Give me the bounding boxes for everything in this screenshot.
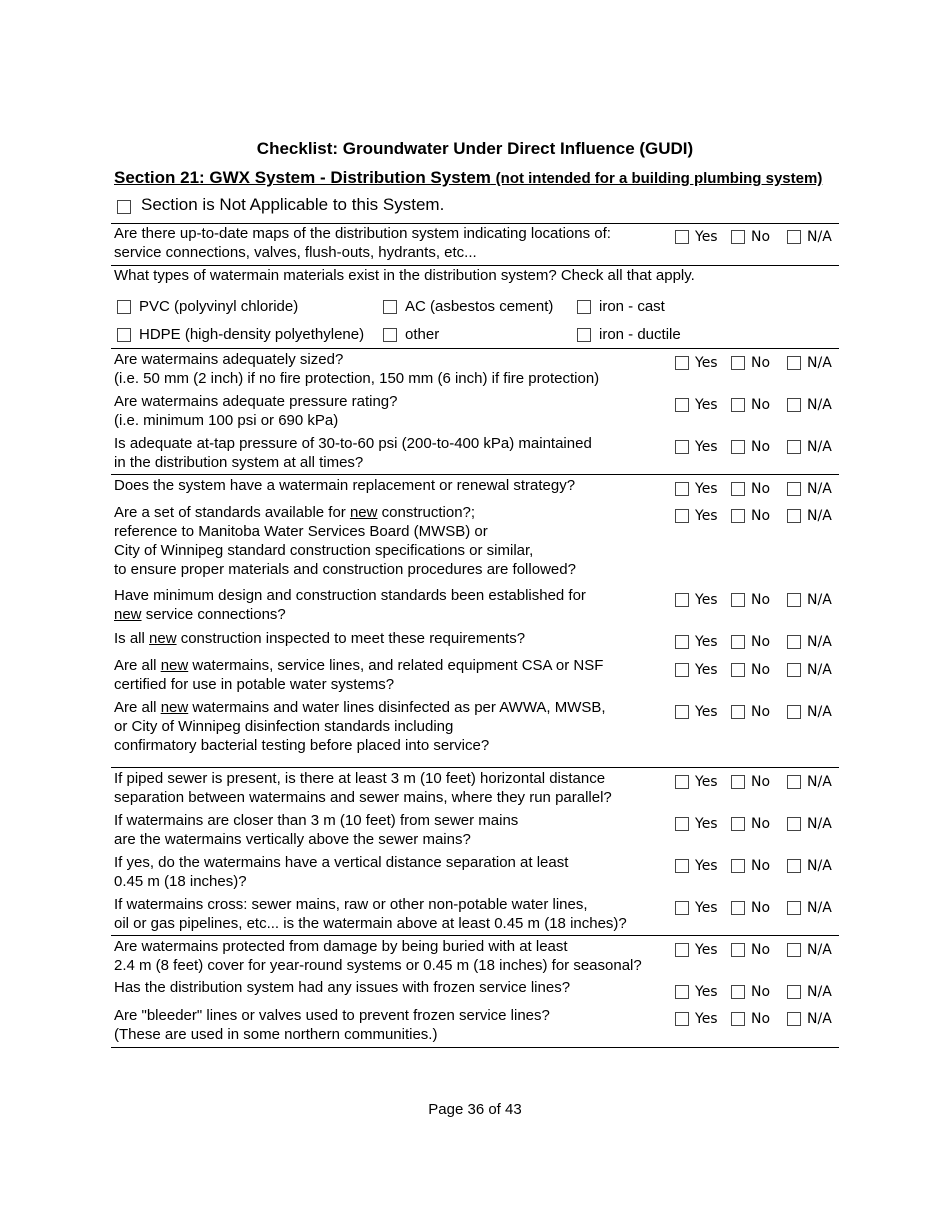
no-checkbox[interactable] bbox=[731, 705, 745, 719]
page-number: Page 36 of 43 bbox=[428, 1101, 522, 1118]
na-option[interactable]: N/A bbox=[787, 984, 832, 1000]
question-item: Are all new watermains, service lines, and related equipment CSA or NSF certified for use in potable water systems? bbox=[114, 657, 604, 693]
na-checkbox[interactable] bbox=[787, 817, 801, 831]
no-checkbox[interactable] bbox=[731, 943, 745, 957]
na-option[interactable]: N/A bbox=[787, 439, 832, 455]
material-option[interactable]: PVC (polyvinyl chloride) bbox=[117, 298, 298, 315]
na-checkbox[interactable] bbox=[787, 985, 801, 999]
yes-option[interactable]: Yes bbox=[675, 984, 718, 1000]
question-item: Is adequate at-tap pressure of 30-to-60 psi (200-to-400 kPa) maintained in the distribution system at all times? bbox=[114, 435, 592, 471]
na-option[interactable]: N/A bbox=[787, 397, 832, 413]
yes-checkbox[interactable] bbox=[675, 440, 689, 454]
yes-checkbox[interactable] bbox=[675, 817, 689, 831]
na-option[interactable]: N/A bbox=[787, 634, 832, 650]
yes-option[interactable]: Yes bbox=[675, 634, 718, 650]
no-option[interactable]: No bbox=[731, 900, 770, 916]
na-checkbox[interactable] bbox=[787, 635, 801, 649]
yes-option[interactable]: Yes bbox=[675, 508, 718, 524]
yes-option[interactable]: Yes bbox=[675, 662, 718, 678]
yes-checkbox[interactable] bbox=[675, 593, 689, 607]
no-checkbox[interactable] bbox=[731, 482, 745, 496]
na-checkbox[interactable] bbox=[787, 356, 801, 370]
no-option[interactable]: No bbox=[731, 634, 770, 650]
na-checkbox[interactable] bbox=[787, 509, 801, 523]
na-option[interactable]: N/A bbox=[787, 508, 832, 524]
no-option[interactable]: No bbox=[731, 942, 770, 958]
material-checkbox[interactable] bbox=[577, 300, 591, 314]
question-item: Are all new watermains and water lines disinfected as per AWWA, MWSB, or City of Winnipeg disinfection standards including confirmatory bacterial testing before placed into service? bbox=[114, 699, 606, 754]
na-option[interactable]: N/A bbox=[787, 900, 832, 916]
na-option[interactable]: N/A bbox=[787, 662, 832, 678]
no-checkbox[interactable] bbox=[731, 593, 745, 607]
no-checkbox[interactable] bbox=[731, 985, 745, 999]
yes-option[interactable]: Yes bbox=[675, 816, 718, 832]
no-checkbox[interactable] bbox=[731, 901, 745, 915]
question-item: Are a set of standards available for new construction?; reference to Manitoba Water Services Board (MWSB) or City of Winnipeg standard construction specifications or similar, to ensure proper materials and construction procedures are followed? bbox=[114, 504, 576, 578]
no-option[interactable]: No bbox=[731, 984, 770, 1000]
question-item: Has the distribution system had any issues with frozen service lines? bbox=[114, 979, 571, 996]
no-checkbox[interactable] bbox=[731, 230, 745, 244]
na-checkbox[interactable] bbox=[787, 705, 801, 719]
no-checkbox[interactable] bbox=[731, 398, 745, 412]
yes-option[interactable]: Yes bbox=[675, 900, 718, 916]
no-checkbox[interactable] bbox=[731, 859, 745, 873]
na-option[interactable]: N/A bbox=[787, 592, 832, 608]
na-checkbox[interactable] bbox=[787, 440, 801, 454]
yes-checkbox[interactable] bbox=[675, 705, 689, 719]
question-item: Are watermains adequately sized? (i.e. 50 mm (2 inch) if no fire protection, 150 mm (6 inch) if fire protection) bbox=[114, 351, 600, 387]
na-checkbox[interactable] bbox=[787, 398, 801, 412]
question-item: Are watermains protected from damage by being buried with at least 2.4 m (8 feet) cover for year-round systems or 0.45 m (18 inches) for seasonal? bbox=[114, 938, 642, 974]
material-option[interactable]: other bbox=[383, 326, 439, 343]
no-option[interactable]: No bbox=[731, 858, 770, 874]
yes-option[interactable]: Yes bbox=[675, 1011, 718, 1027]
no-option[interactable]: No bbox=[731, 592, 770, 608]
na-option[interactable]: N/A bbox=[787, 942, 832, 958]
material-option[interactable]: iron - cast bbox=[577, 298, 665, 315]
no-checkbox[interactable] bbox=[731, 635, 745, 649]
yes-checkbox[interactable] bbox=[675, 1012, 689, 1026]
yes-checkbox[interactable] bbox=[675, 985, 689, 999]
yes-checkbox[interactable] bbox=[675, 901, 689, 915]
question-item: Does the system have a watermain replacement or renewal strategy? bbox=[114, 477, 576, 494]
page-title: Checklist: Groundwater Under Direct Influence (GUDI) bbox=[256, 139, 694, 158]
section-heading: Section 21: GWX System - Distribution System (not intended for a building plumbing system) bbox=[114, 168, 823, 187]
material-checkbox[interactable] bbox=[117, 328, 131, 342]
no-option[interactable]: No bbox=[731, 481, 770, 497]
no-option[interactable]: No bbox=[731, 355, 770, 371]
na-checkbox[interactable] bbox=[787, 593, 801, 607]
no-checkbox[interactable] bbox=[731, 356, 745, 370]
no-checkbox[interactable] bbox=[731, 775, 745, 789]
na-option[interactable]: N/A bbox=[787, 1011, 832, 1027]
question-item: If watermains cross: sewer mains, raw or other non-potable water lines, oil or gas pipelines, etc... is the watermain above at least 0.45 m (18 inches)? bbox=[114, 896, 627, 932]
yes-checkbox[interactable] bbox=[675, 356, 689, 370]
yes-checkbox[interactable] bbox=[675, 482, 689, 496]
no-checkbox[interactable] bbox=[731, 1012, 745, 1026]
no-checkbox[interactable] bbox=[731, 440, 745, 454]
question-item: Have minimum design and construction standards been established for new service connections? bbox=[114, 587, 586, 623]
not-applicable-row bbox=[117, 195, 444, 215]
yes-option[interactable]: Yes bbox=[675, 481, 718, 497]
materials-question: What types of watermain materials exist in the distribution system? Check all that apply. bbox=[114, 267, 695, 284]
divider bbox=[111, 348, 839, 349]
yes-checkbox[interactable] bbox=[675, 859, 689, 873]
no-option[interactable]: No bbox=[731, 508, 770, 524]
na-checkbox[interactable] bbox=[787, 482, 801, 496]
divider bbox=[111, 474, 839, 475]
na-checkbox[interactable] bbox=[787, 775, 801, 789]
divider bbox=[111, 1047, 839, 1048]
no-checkbox[interactable] bbox=[731, 817, 745, 831]
yes-checkbox[interactable] bbox=[675, 398, 689, 412]
na-option[interactable]: N/A bbox=[787, 774, 832, 790]
na-checkbox[interactable] bbox=[787, 1012, 801, 1026]
yes-option[interactable]: Yes bbox=[675, 229, 718, 245]
no-option[interactable]: No bbox=[731, 397, 770, 413]
no-option[interactable]: No bbox=[731, 229, 770, 245]
yes-option[interactable]: Yes bbox=[675, 704, 718, 720]
yes-option[interactable]: Yes bbox=[675, 942, 718, 958]
divider bbox=[111, 767, 839, 768]
question-item: Is all new construction inspected to meet these requirements? bbox=[114, 630, 526, 647]
no-option[interactable]: No bbox=[731, 662, 770, 678]
na-option[interactable]: N/A bbox=[787, 481, 832, 497]
material-checkbox[interactable] bbox=[117, 300, 131, 314]
question-item: If piped sewer is present, is there at least 3 m (10 feet) horizontal distance separation between watermains and sewer mains, where they run parallel? bbox=[114, 770, 612, 806]
material-checkbox[interactable] bbox=[383, 328, 397, 342]
yes-option[interactable]: Yes bbox=[675, 592, 718, 608]
divider bbox=[111, 935, 839, 936]
no-option[interactable]: No bbox=[731, 816, 770, 832]
yes-option[interactable]: Yes bbox=[675, 439, 718, 455]
na-option[interactable]: N/A bbox=[787, 229, 832, 245]
na-checkbox[interactable] bbox=[787, 943, 801, 957]
no-option[interactable]: No bbox=[731, 439, 770, 455]
question-item: Are "bleeder" lines or valves used to prevent frozen service lines? (These are used in some northern communities.) bbox=[114, 1007, 550, 1043]
material-option[interactable]: iron - ductile bbox=[577, 326, 681, 343]
not-applicable-label: Section is Not Applicable to this System. bbox=[141, 195, 445, 214]
na-option[interactable]: N/A bbox=[787, 858, 832, 874]
no-checkbox[interactable] bbox=[731, 509, 745, 523]
na-checkbox[interactable] bbox=[787, 230, 801, 244]
material-option[interactable]: AC (asbestos cement) bbox=[383, 298, 553, 315]
question-item: Are there up-to-date maps of the distribution system indicating locations of: service connections, valves, flush-outs, hydrants, etc... bbox=[114, 225, 611, 261]
material-checkbox[interactable] bbox=[383, 300, 397, 314]
na-checkbox[interactable] bbox=[787, 859, 801, 873]
yes-checkbox[interactable] bbox=[675, 635, 689, 649]
yes-option[interactable]: Yes bbox=[675, 858, 718, 874]
yes-option[interactable]: Yes bbox=[675, 774, 718, 790]
material-option[interactable]: HDPE (high-density polyethylene) bbox=[117, 326, 364, 343]
not-applicable-checkbox[interactable] bbox=[117, 200, 131, 214]
material-checkbox[interactable] bbox=[577, 328, 591, 342]
no-option[interactable]: No bbox=[731, 704, 770, 720]
na-checkbox[interactable] bbox=[787, 663, 801, 677]
yes-option[interactable]: Yes bbox=[675, 355, 718, 371]
yes-checkbox[interactable] bbox=[675, 775, 689, 789]
yes-checkbox[interactable] bbox=[675, 943, 689, 957]
no-option[interactable]: No bbox=[731, 1011, 770, 1027]
question-item: If watermains are closer than 3 m (10 feet) from sewer mains are the watermains vertically above the sewer mains? bbox=[114, 812, 519, 848]
yes-option[interactable]: Yes bbox=[675, 397, 718, 413]
yes-checkbox[interactable] bbox=[675, 663, 689, 677]
yes-checkbox[interactable] bbox=[675, 509, 689, 523]
na-option[interactable]: N/A bbox=[787, 355, 832, 371]
no-option[interactable]: No bbox=[731, 774, 770, 790]
na-option[interactable]: N/A bbox=[787, 816, 832, 832]
question-item: Are watermains adequate pressure rating? (i.e. minimum 100 psi or 690 kPa) bbox=[114, 393, 398, 429]
no-checkbox[interactable] bbox=[731, 663, 745, 677]
na-checkbox[interactable] bbox=[787, 901, 801, 915]
na-option[interactable]: N/A bbox=[787, 704, 832, 720]
yes-checkbox[interactable] bbox=[675, 230, 689, 244]
question-item: If yes, do the watermains have a vertical distance separation at least 0.45 m (18 inches)? bbox=[114, 854, 569, 890]
